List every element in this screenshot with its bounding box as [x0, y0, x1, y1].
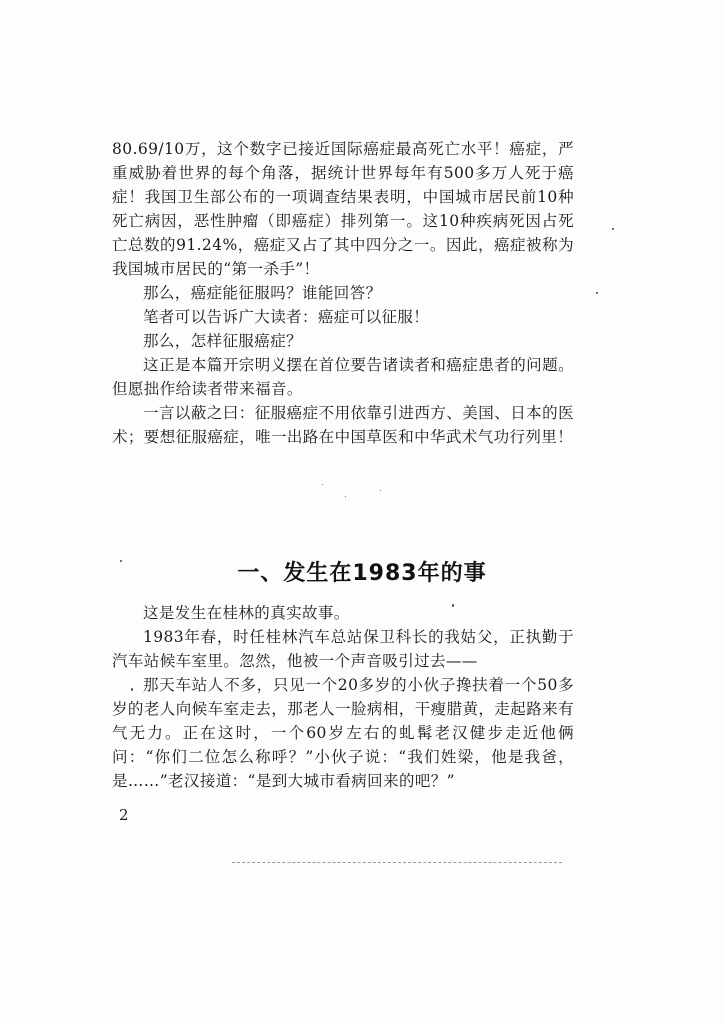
- text-block-bottom: [112, 601, 574, 793]
- scan-speck: [596, 292, 598, 294]
- paragraph-story-intro: 这是发生在桂林的真实故事。: [143, 604, 350, 622]
- paragraph-story-station: 那天车站人不多，只见一个20多岁的小伙子搀扶着一个50多岁的老人向候车室走去，那老人一脸病相，干瘦腊黄，走起路来有气无力。正在这时，一个60岁左右的虬髯老汉健步走近他俩问：“你们二位怎么称呼？”小伙子说：“我们姓梁，他是我爸，是……”老汉接道：“是到大城市看病回来的吧？”: [112, 676, 574, 790]
- scan-speck: [131, 688, 133, 691]
- scan-speck: [452, 604, 454, 607]
- scan-speck: [322, 484, 323, 485]
- page-number: 2: [119, 806, 129, 824]
- paragraph-conclusion: 一言以蔽之曰：征服癌症不用依靠引进西方、美国、日本的医术；要想征服癌症，唯一出路在中国草医和中华武术气功行列里！: [112, 404, 574, 446]
- scan-speck: [380, 490, 381, 491]
- paragraph-story-1983: 1983年春，时任桂林汽车总站保卫科长的我姑父，正执勤于汽车站候车室里。忽然，他被一个声音吸引过去——: [112, 628, 574, 670]
- paragraph-answer: 笔者可以告诉广大读者：癌症可以征服！: [143, 308, 430, 326]
- scan-speck: [345, 496, 346, 497]
- text-block-top: [112, 137, 574, 449]
- paragraph-purpose: 这正是本篇开宗明义摆在首位要告诸读者和癌症患者的问题。但愿拙作给读者带来福音。: [112, 356, 574, 398]
- paragraph-how: 那么，怎样征服癌症？: [143, 332, 303, 350]
- scan-speck: [612, 228, 614, 230]
- paragraph-question: 那么，癌症能征服吗？谁能回答？: [143, 284, 382, 302]
- paragraph-statistics: 80.69/10万，这个数字已接近国际癌症最高死亡水平！癌症，严重威胁着世界的每个角落，据统计世界每年有500多万人死于癌症！我国卫生部公布的一项调查结果表明，中国城市居民前10种死亡病因，恶性肿瘤（即癌症）排列第一。这10种疾病死因占死亡总数的91.24%，癌症又占了其中四分之一。因此，癌症被称为我国城市居民的“第一杀手”！: [112, 140, 574, 278]
- scan-speck: [120, 560, 122, 562]
- section-heading: 一、发生在1983年的事: [237, 561, 487, 587]
- scan-bottom-rule: [232, 862, 562, 863]
